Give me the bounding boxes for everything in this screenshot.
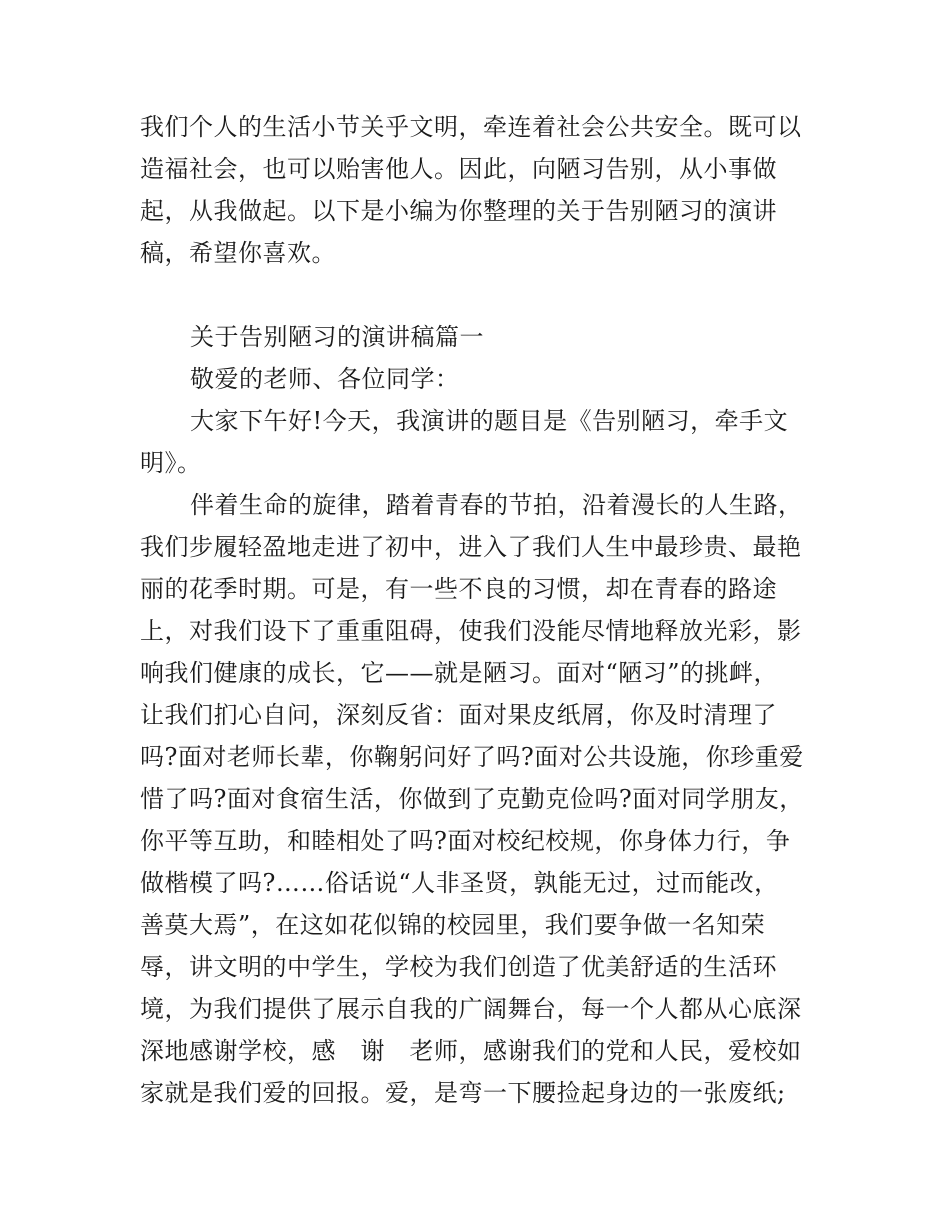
paragraph-line: 吗?面对老师长辈，你鞠躬问好了吗?面对公共设施，你珍重爱: [140, 743, 804, 771]
salutation: 敬爱的老师、各位同学：: [190, 365, 460, 393]
paragraph-line: 你平等互助，和睦相处了吗?面对校纪校规，你身体力行，争: [140, 827, 791, 855]
intro-line: 起，从我做起。以下是小编为你整理的关于告别陋习的演讲: [140, 197, 777, 225]
paragraph-line: 伴着生命的旋律，踏着青春的节拍，沿着漫长的人生路，: [190, 491, 803, 519]
paragraph-line: 上，对我们设下了重重阻碍，使我们没能尽情地释放光彩，影: [140, 617, 802, 645]
paragraph-line: 大家下午好!今天，我演讲的题目是《告别陋习，牵手文: [190, 407, 789, 435]
paragraph-line: 做楷模了吗?……俗话说“人非圣贤，孰能无过，过而能改，: [140, 869, 779, 897]
paragraph-line: 惜了吗?面对食宿生活，你做到了克勤克俭吗?面对同学朋友，: [140, 785, 804, 813]
paragraph-line: 境，为我们提供了展示自我的广阔舞台，每一个人都从心底深: [140, 995, 802, 1023]
intro-paragraph: [140, 106, 820, 274]
article-body: [140, 316, 820, 1114]
intro-line: 稿，希望你喜欢。: [140, 239, 336, 267]
paragraph-line: 辱，讲文明的中学生，学校为我们创造了优美舒适的生活环: [140, 953, 777, 981]
paragraph-line: 家就是我们爱的回报。爱，是弯一下腰捡起身边的一张废纸;: [140, 1079, 786, 1107]
paragraph-line: 响我们健康的成长，它——就是陋习。面对“陋习”的挑衅，: [140, 659, 779, 687]
intro-line: 造福社会，也可以贻害他人。因此，向陋习告别，从小事做: [140, 155, 777, 183]
paragraph-line: 善莫大焉”，在这如花似锦的校园里，我们要争做一名知荣: [140, 911, 766, 939]
article-title: 关于告别陋习的演讲稿篇一: [190, 323, 484, 351]
paragraph-line: 让我们扪心自问，深刻反省：面对果皮纸屑，你及时清理了: [140, 701, 777, 729]
paragraph-line: 深地感谢学校，感 谢 老师，感谢我们的党和人民，爱校如: [140, 1037, 802, 1065]
paragraph-line: 我们步履轻盈地走进了初中，进入了我们人生中最珍贵、最艳: [140, 533, 802, 561]
paragraph-line: 明》。: [140, 449, 202, 477]
paragraph-line: 丽的花季时期。可是，有一些不良的习惯，却在青春的路途: [140, 575, 777, 603]
intro-line: 我们个人的生活小节关乎文明，牵连着社会公共安全。既可以: [140, 113, 802, 141]
